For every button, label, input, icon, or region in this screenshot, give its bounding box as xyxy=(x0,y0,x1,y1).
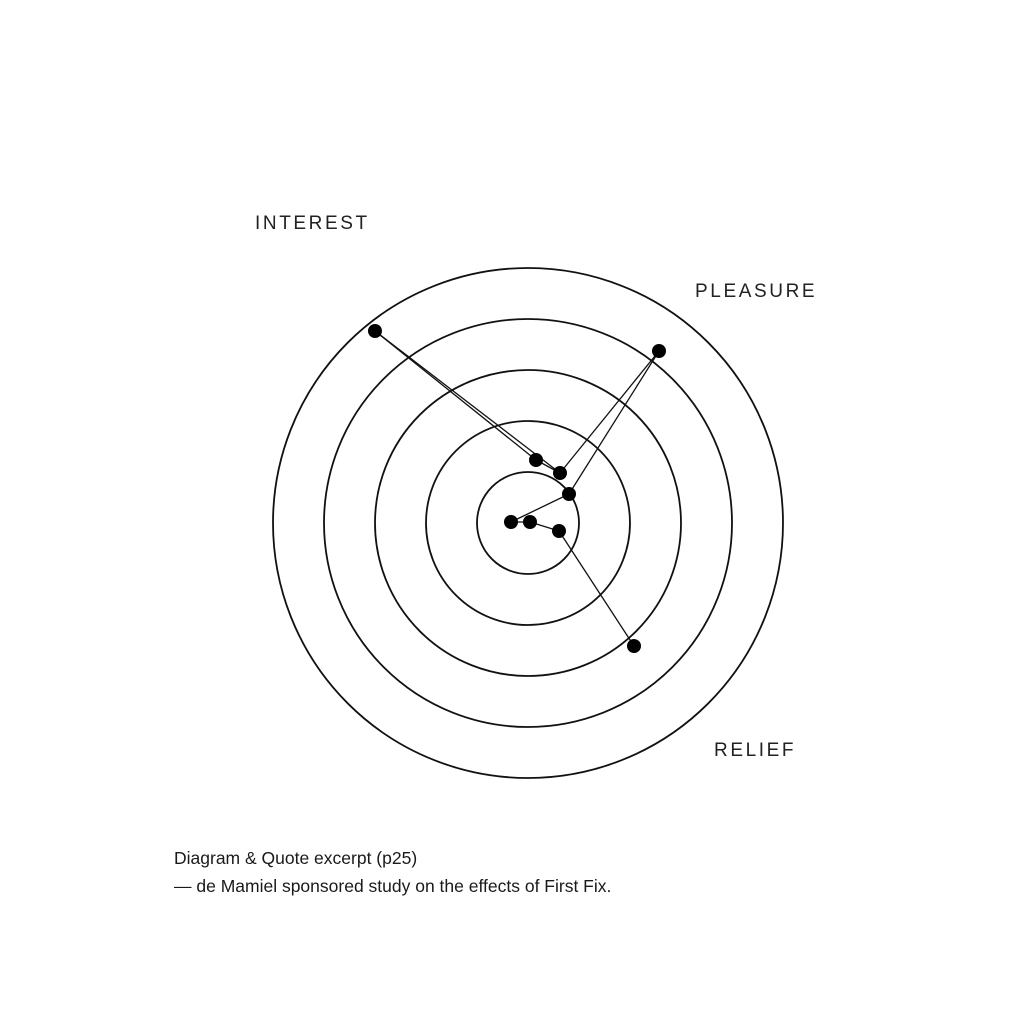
node-e xyxy=(562,487,576,501)
label-relief: RELIEF xyxy=(714,740,797,761)
node-a xyxy=(368,324,382,338)
edge-a-f xyxy=(375,331,560,473)
caption-source: — de Mamiel sponsored study on the effects of First Fix. xyxy=(174,876,612,896)
edge-f-c xyxy=(560,351,659,473)
node-d xyxy=(504,515,518,529)
label-interest: INTEREST xyxy=(255,213,370,234)
node-b xyxy=(529,453,543,467)
edge-d-e xyxy=(511,494,569,522)
connection-lines xyxy=(375,331,659,646)
label-pleasure: PLEASURE xyxy=(695,281,818,302)
node-h xyxy=(523,515,537,529)
node-i xyxy=(627,639,641,653)
edge-c-e xyxy=(569,351,659,494)
node-f xyxy=(553,466,567,480)
data-points xyxy=(368,324,666,653)
caption-title: Diagram & Quote excerpt (p25) xyxy=(174,848,418,868)
node-c xyxy=(652,344,666,358)
node-g xyxy=(552,524,566,538)
edge-g-i xyxy=(559,531,634,646)
